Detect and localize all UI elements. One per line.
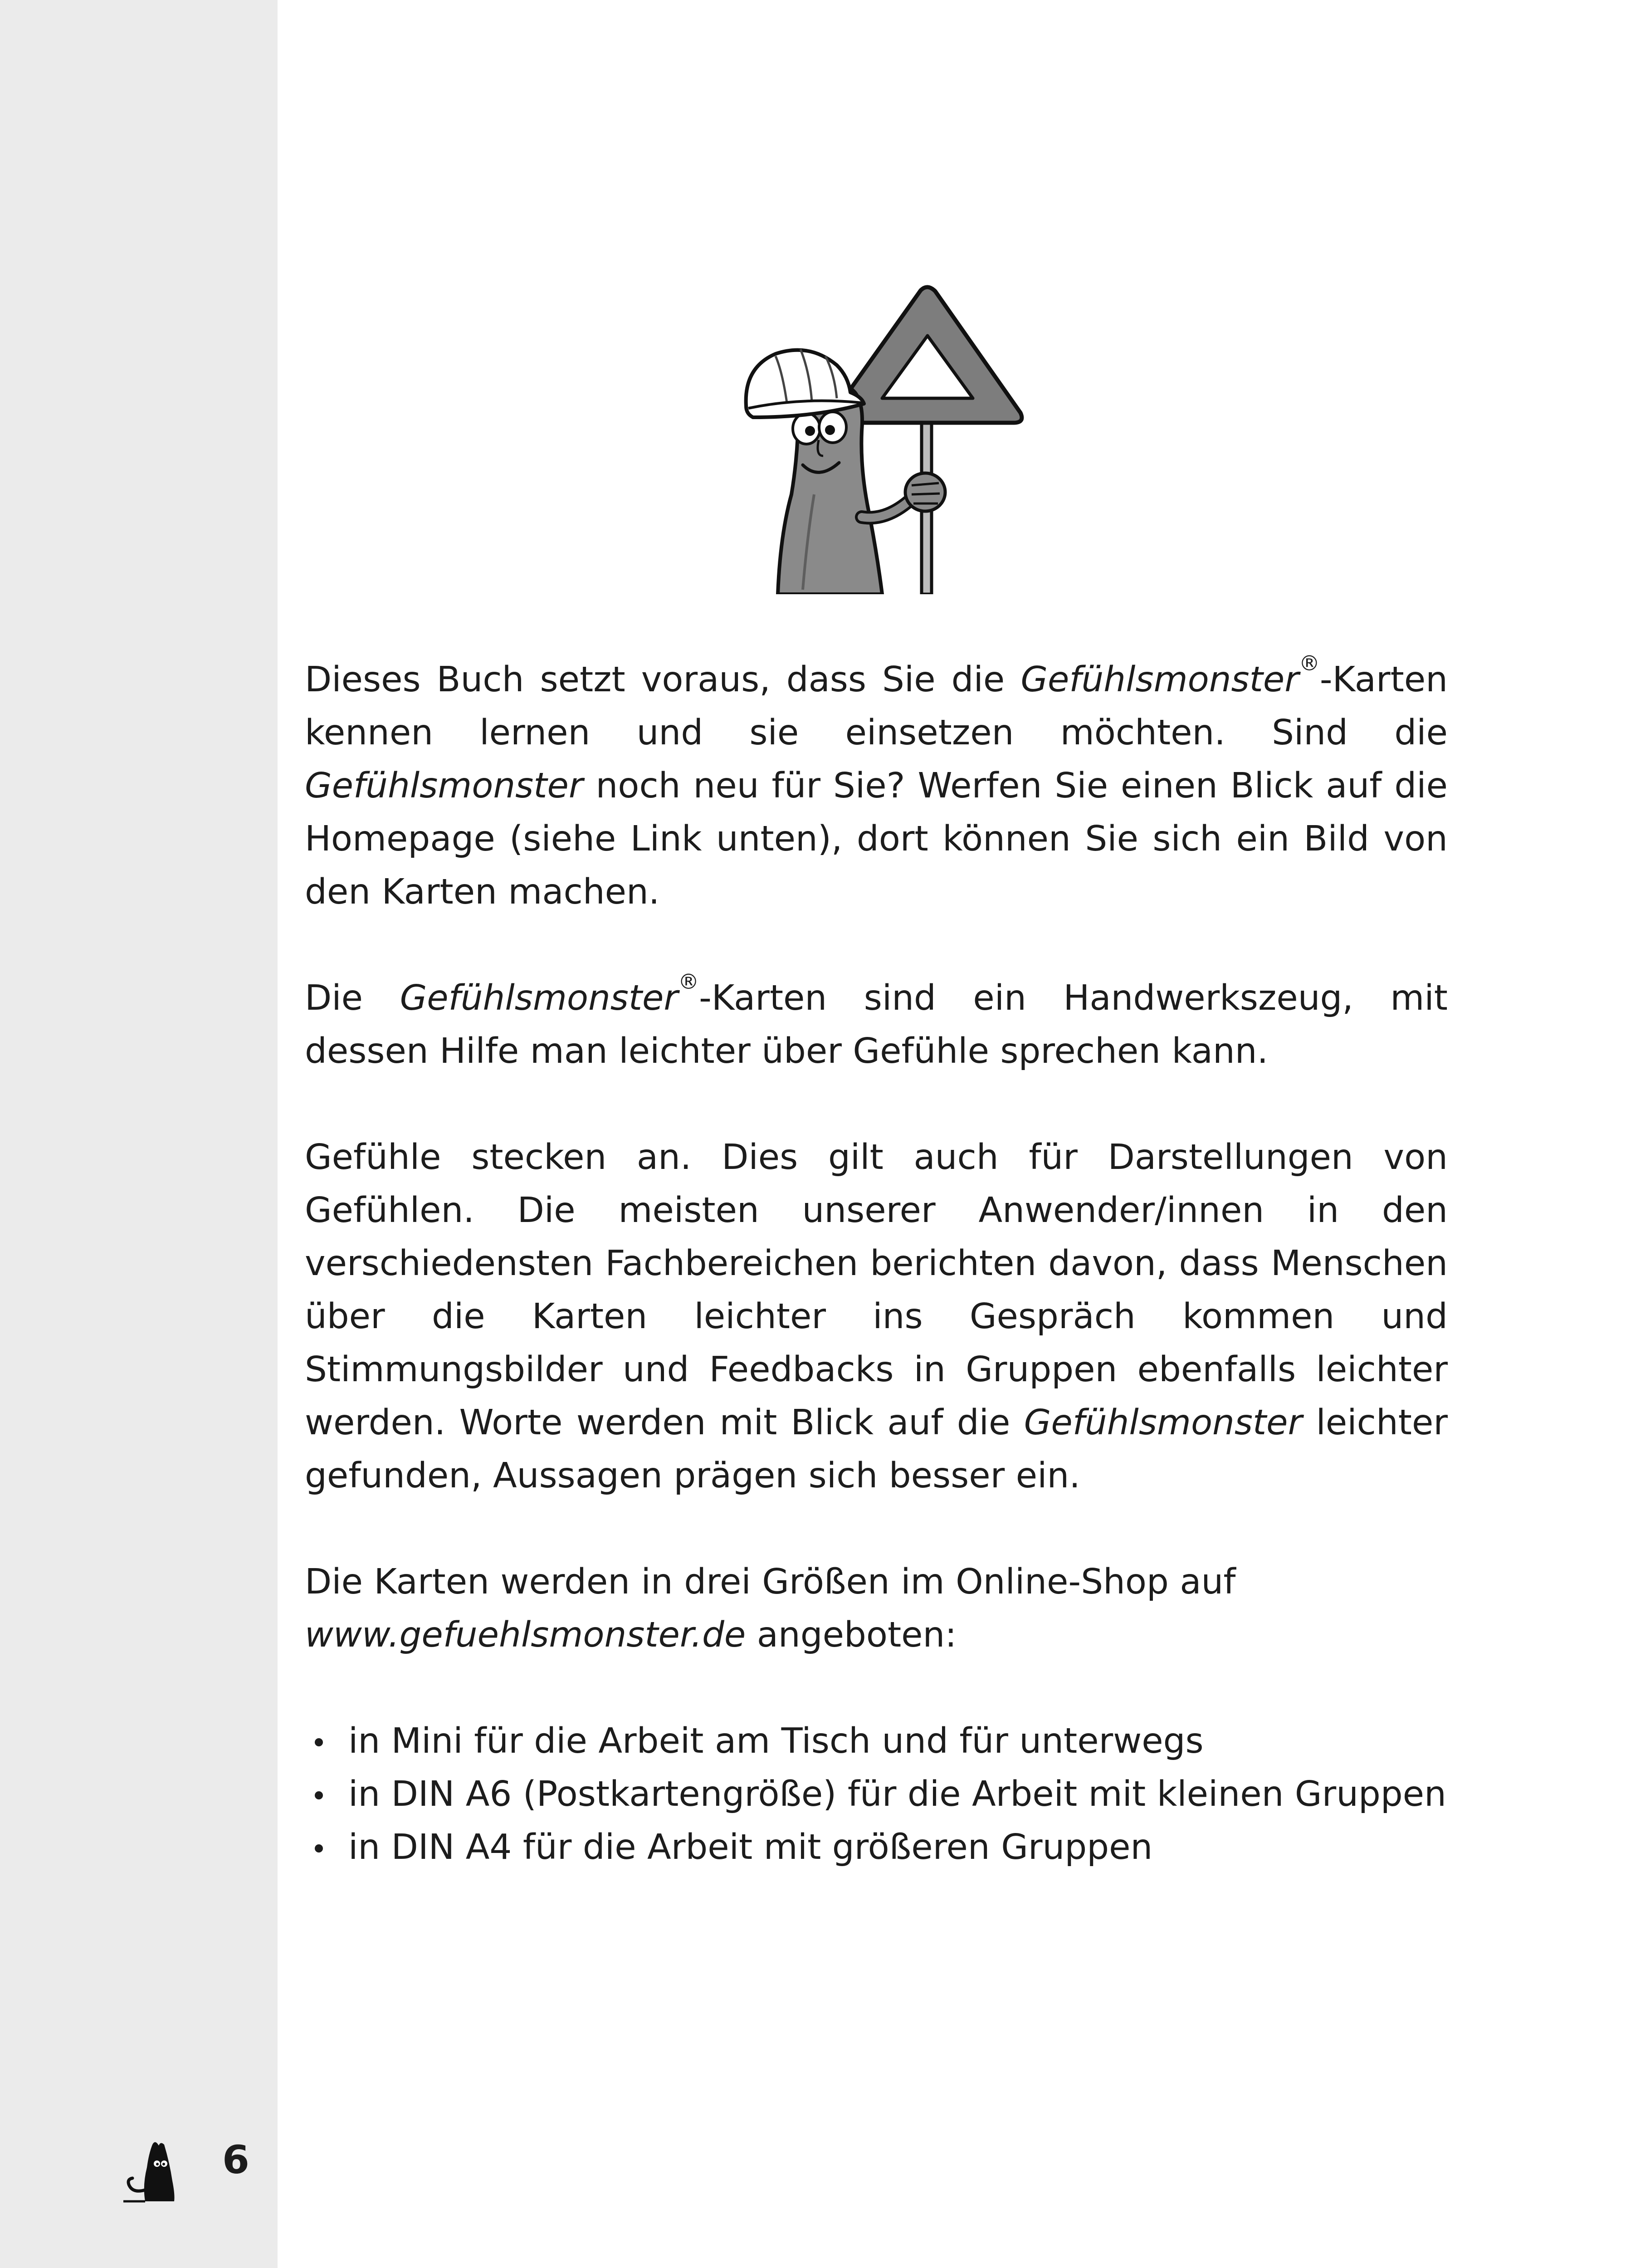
list-item: in DIN A4 für die Arbeit mit größeren Gruppen [305, 1821, 1448, 1874]
page-margin-strip [0, 0, 278, 2268]
page-number: 6 [222, 2137, 249, 2183]
paragraph-intro: Dieses Buch setzt voraus, dass Sie die Gefühlsmonster®-Karten kennen lernen und sie einsetzen möchten. Sind die Gefühlsmonster noch neu für Sie? Werfen Sie einen Blick auf die Homepage (siehe Link unten), dort können Sie sich ein Bild von den Karten machen. [305, 651, 1448, 912]
small-monster-icon [119, 2136, 182, 2204]
bullet-icon [315, 1791, 323, 1799]
size-list [305, 1715, 1448, 1874]
paragraph-shop: Die Karten werden in drei Größen im Online-Shop auf www.gefuehlsmonster.de angeboten: [305, 1562, 1236, 1655]
bullet-icon [315, 1738, 323, 1746]
shop-link[interactable]: www.gefuehlsmonster.de [305, 1615, 746, 1655]
monster-with-warning-sign-icon [726, 281, 1034, 594]
paragraph-handwerkszeug: Die Gefühlsmonster®-Karten sind ein Handwerkszeug, mit dessen Hilfe man leichter über Gefühle sprechen kann. [305, 969, 1448, 1071]
list-item: in DIN A6 (Postkartengröße) für die Arbeit mit kleinen Gruppen [305, 1768, 1448, 1821]
list-item: in Mini für die Arbeit am Tisch und für unterwegs [305, 1715, 1448, 1768]
body-text [305, 653, 1448, 1874]
paragraph-gefuehle: Gefühle stecken an. Dies gilt auch für Darstellungen von Gefühlen. Die meisten unserer Anwender/innen in den verschiedensten Fachbereichen berichten davon, dass Menschen über die Karten leichter ins Gespräch kommen und Stimmungsbilder und Feedbacks in Gruppen ebenfalls leichter werden. Worte werden mit Blick auf die Gefühlsmonster leichter gefunden, Aussagen prägen sich besser ein. [305, 1137, 1448, 1496]
bullet-icon [315, 1844, 323, 1853]
